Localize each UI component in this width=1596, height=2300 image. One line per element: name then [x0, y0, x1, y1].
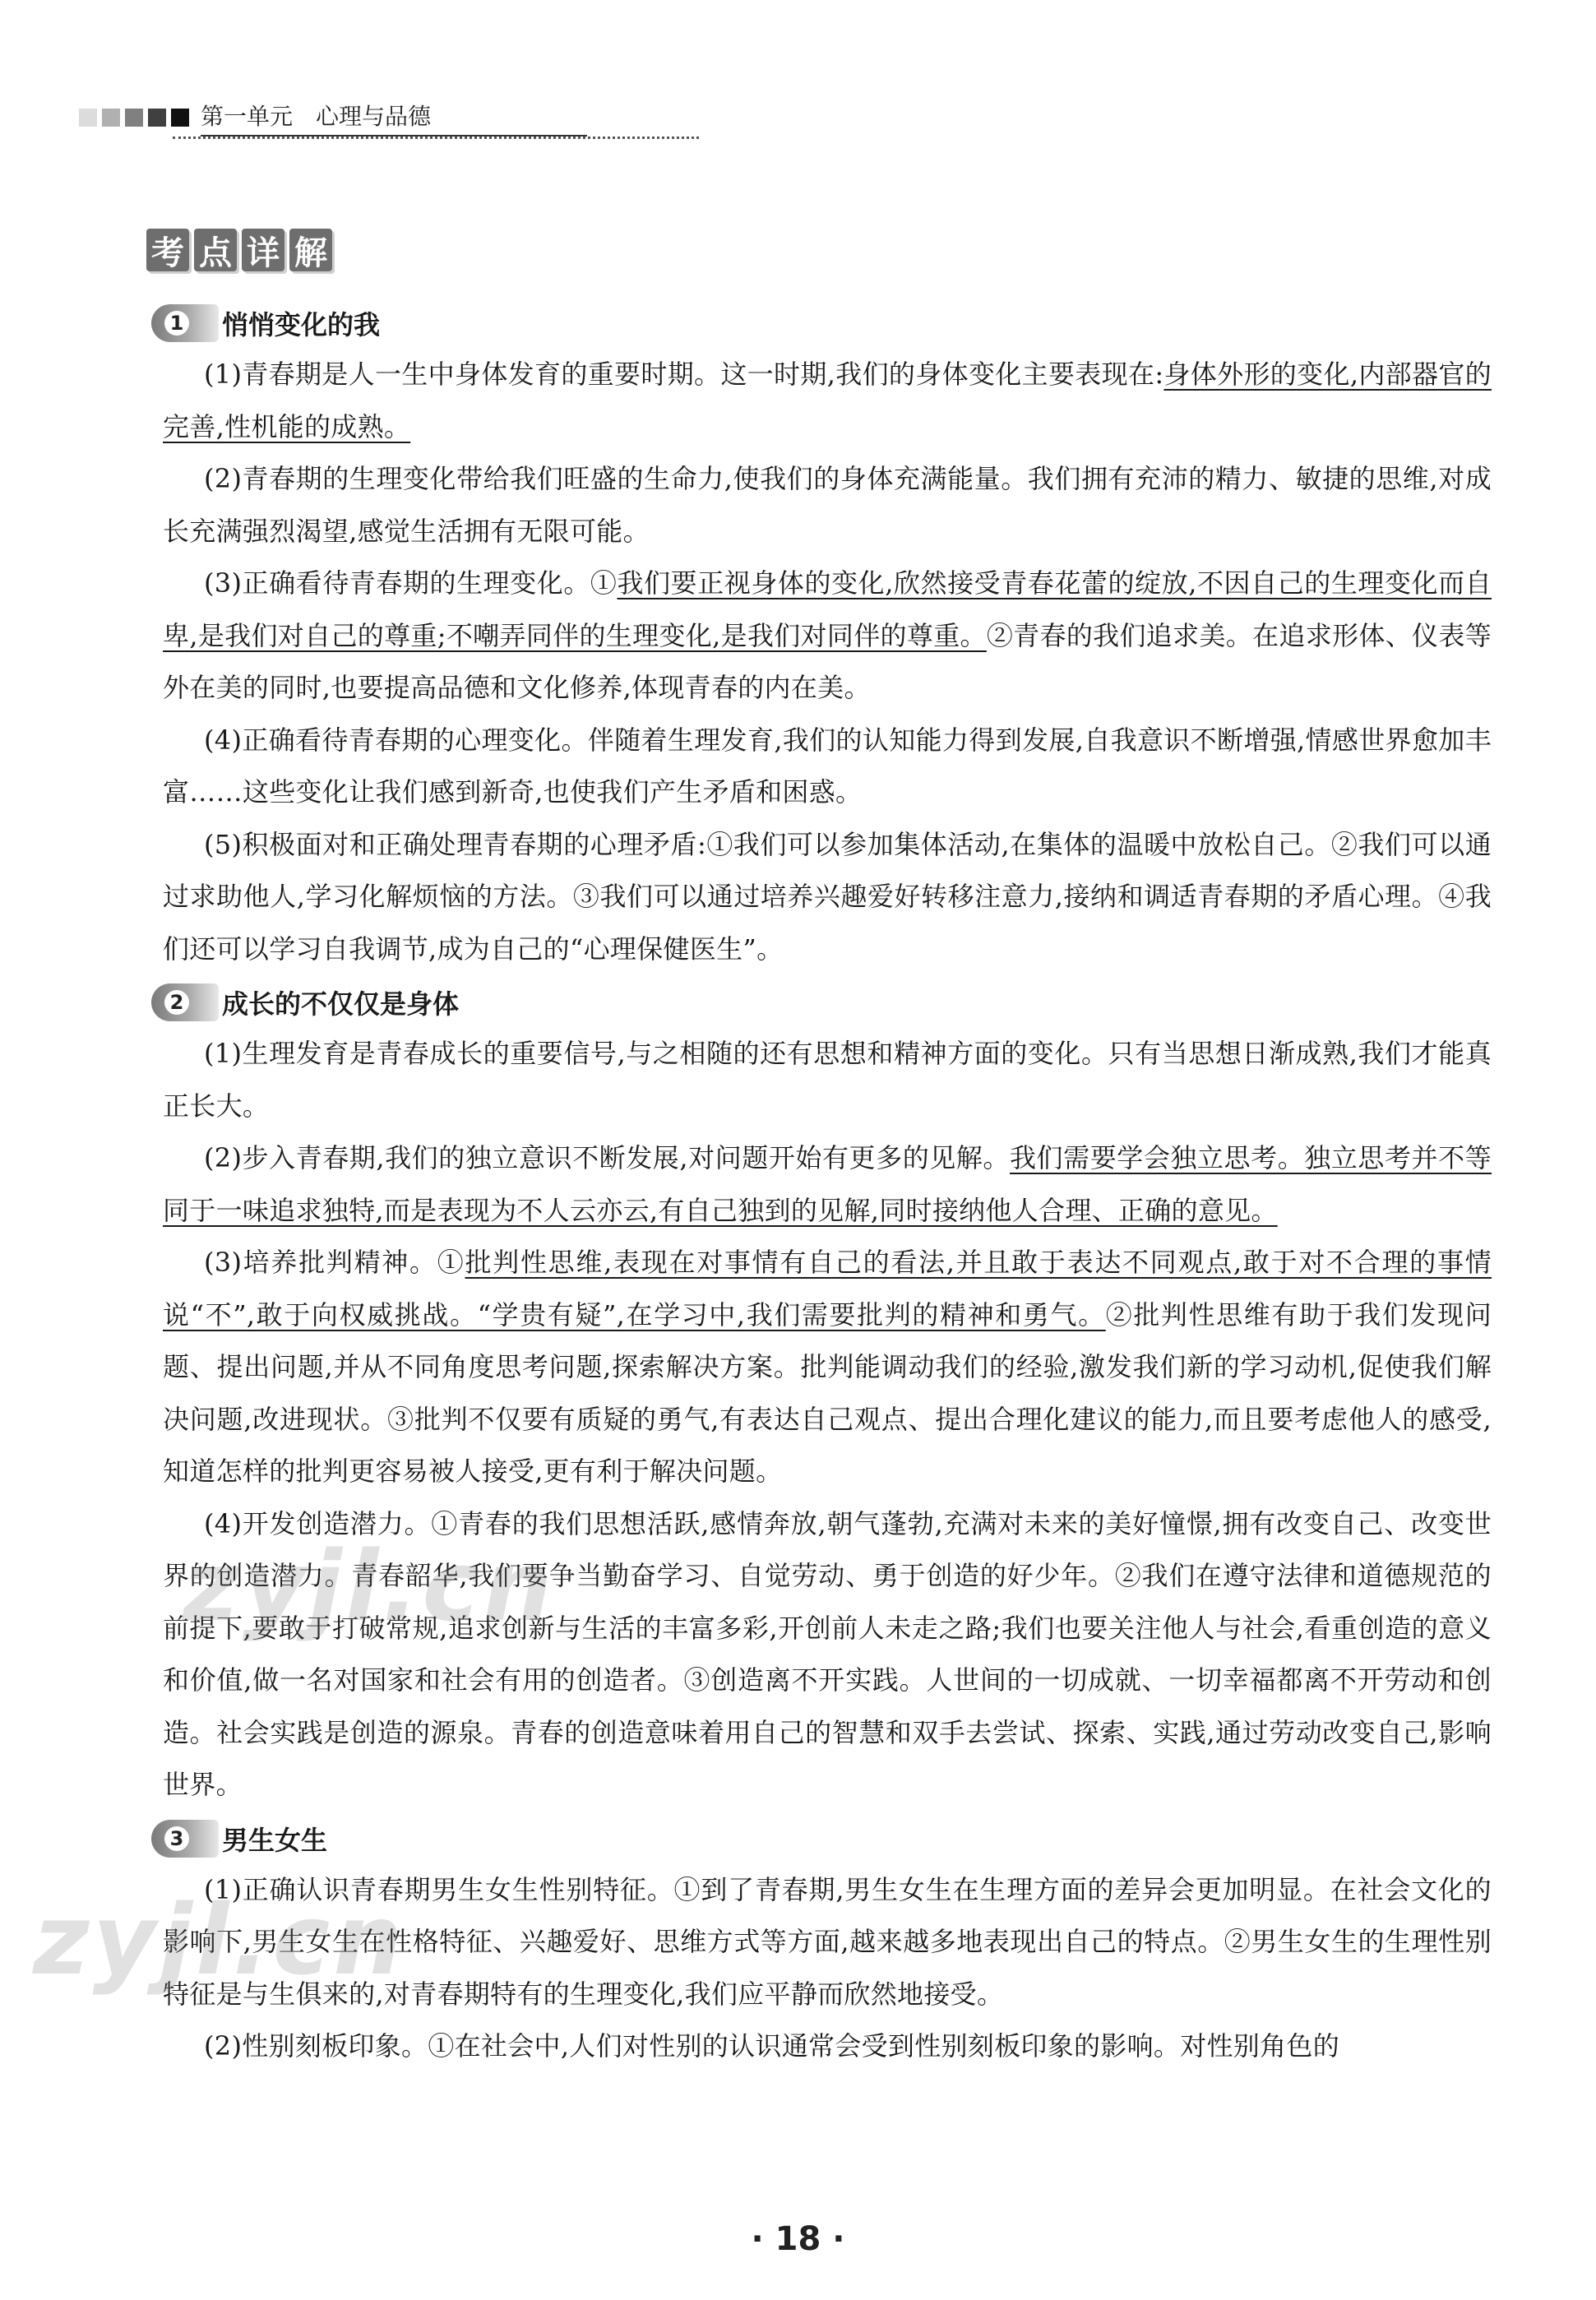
- paragraph: [163, 2020, 1492, 2073]
- key-point-underlined: 身体外形的变化,内部器官的完善,性机能的成熟。: [163, 359, 1492, 442]
- header-square-decoration: [148, 109, 166, 127]
- section-title: 成长的不仅仅是身体: [222, 988, 460, 1020]
- running-header: [79, 97, 587, 138]
- section-title: 悄悄变化的我: [222, 309, 381, 340]
- paragraph-text: (3)正确看待青春期的生理变化。①: [204, 567, 618, 599]
- paragraph-text: (3)培养批判精神。①: [204, 1247, 465, 1278]
- header-dotted-rule: [173, 137, 699, 139]
- section-number: 2: [164, 990, 189, 1015]
- paragraph: [163, 715, 1492, 819]
- section-number-badge: [151, 983, 219, 1021]
- kaodian-banner: [146, 229, 337, 271]
- header-square-decoration: [125, 109, 143, 127]
- paragraph: [163, 1237, 1492, 1498]
- paragraph: [163, 1864, 1492, 2021]
- header-unit: 第一单元: [201, 103, 294, 130]
- key-point-underlined: 我们需要学会独立思考。独立思考并不等同于一味追求独特,而是表现为不人云亦云,有自己独到的见解,同时接纳他人合理、正确的意见。: [163, 1142, 1492, 1226]
- paragraph: [163, 1498, 1492, 1812]
- banner-char: 点: [194, 229, 237, 271]
- paragraph: [163, 558, 1492, 715]
- paragraph: [163, 453, 1492, 558]
- section-title: 男生女生: [222, 1824, 328, 1856]
- paragraph-text: (1)生理发育是青春成长的重要信号,与之相随的还有思想和精神方面的变化。只有当思想日渐成熟,我们才能真正长大。: [163, 1038, 1492, 1122]
- section-number-badge: [151, 304, 219, 342]
- paragraph-text: (1)青春期是人一生中身体发育的重要时期。这一时期,我们的身体变化主要表现在:: [204, 359, 1164, 390]
- banner-char: 解: [289, 229, 332, 271]
- section-heading: [151, 982, 1492, 1023]
- paragraph-text: (1)正确认识青春期男生女生性别特征。①到了青春期,男生女生在生理方面的差异会更加明显。在社会文化的影响下,男生女生在性格特征、兴趣爱好、思维方式等方面,越来越多地表现出自己的特点。②男生女生的生理性别特征是与生俱来的,对青春期特有的生理变化,我们应平静而欣然地接受。: [163, 1873, 1492, 2010]
- paragraph: [163, 819, 1492, 976]
- watermark: zyjl.cn: [33, 1883, 406, 1997]
- paragraph: [163, 1028, 1492, 1132]
- paragraph-text: ②青春的我们追求美。在追求形体、仪表等外在美的同时,也要提高品德和文化修养,体现青春的内在美。: [163, 619, 1492, 703]
- paragraph-text: (5)积极面对和正确处理青春期的心理矛盾:①我们可以参加集体活动,在集体的温暖中放松自己。②我们可以通过求助他人,学习化解烦恼的方法。③我们可以通过培养兴趣爱好转移注意力,接纳和调适青春期的矛盾心理。④我们还可以学习自我调节,成为自己的“心理保健医生”。: [163, 828, 1492, 965]
- watermark: zyjl.cn: [183, 1529, 556, 1643]
- paragraph: [163, 349, 1492, 453]
- paragraph-text: (2)青春期的生理变化带给我们旺盛的生命力,使我们的身体充满能量。我们拥有充沛的精力、敏捷的思维,对成长充满强烈渴望,感觉生活拥有无限可能。: [163, 463, 1492, 547]
- key-point-underlined: 批判性思维,表现在对事情有自己的看法,并且敢于表达不同观点,敢于对不合理的事情说“不”,敢于向权威挑战。“学贵有疑”,在学习中,我们需要批判的精神和勇气。: [163, 1247, 1492, 1330]
- paragraph-text: (4)正确看待青春期的心理变化。伴随着生理发育,我们的认知能力得到发展,自我意识不断增强,情感世界愈加丰富……这些变化让我们感到新奇,也使我们产生矛盾和困惑。: [163, 724, 1492, 808]
- main-content: [163, 296, 1492, 2073]
- section-heading: [151, 1818, 1492, 1859]
- header-title: [201, 99, 587, 137]
- paragraph-text: (2)性别刻板印象。①在社会中,人们对性别的认识通常会受到性别刻板印象的影响。对性别角色的: [204, 2030, 1340, 2062]
- paragraph: [163, 1132, 1492, 1237]
- key-point-underlined: 我们要正视身体的变化,欣然接受青春花蕾的绽放,不因自己的生理变化而自卑,是我们对自己的尊重;不嘲弄同伴的生理变化,是我们对同伴的尊重。: [163, 567, 1492, 651]
- section-heading: [151, 303, 1492, 344]
- header-unit-title: 心理与品德: [316, 103, 432, 130]
- section-number: 1: [164, 311, 189, 336]
- header-square-decoration: [102, 109, 120, 127]
- header-square-decoration: [79, 109, 97, 127]
- header-square-decoration: [171, 109, 189, 127]
- paragraph-text: (2)步入青春期,我们的独立意识不断发展,对问题开始有更多的见解。: [204, 1142, 1010, 1173]
- page-number: · 18 ·: [751, 2220, 845, 2258]
- paragraph-text: (4)开发创造潜力。①青春的我们思想活跃,感情奔放,朝气蓬勃,充满对未来的美好憧憬,拥有改变自己、改变世界的创造潜力。青春韶华,我们要争当勤奋学习、自觉劳动、勇于创造的好少年。②我们在遵守法律和道德规范的前提下,要敢于打破常规,追求创新与生活的丰富多彩,开创前人未走之路;我们也要关注他人与社会,看重创造的意义和价值,做一名对国家和社会有用的创造者。③创造离不开实践。人世间的一切成就、一切幸福都离不开劳动和创造。社会实践是创造的源泉。青春的创造意味着用自己的智慧和双手去尝试、探索、实践,通过劳动改变自己,影响世界。: [163, 1507, 1492, 1800]
- section-number-badge: [151, 1820, 219, 1858]
- banner-char: 考: [146, 229, 189, 271]
- section-number: 3: [164, 1826, 189, 1851]
- paragraph-text: ②批判性思维有助于我们发现问题、提出问题,并从不同角度思考问题,探索解决方案。批判能调动我们的经验,激发我们新的学习动机,促使我们解决问题,改进现状。③批判不仅要有质疑的勇气,有表达自己观点、提出合理化建议的能力,而且要考虑他人的感受,知道怎样的批判更容易被人接受,更有利于解决问题。: [163, 1298, 1492, 1487]
- banner-char: 详: [242, 229, 285, 271]
